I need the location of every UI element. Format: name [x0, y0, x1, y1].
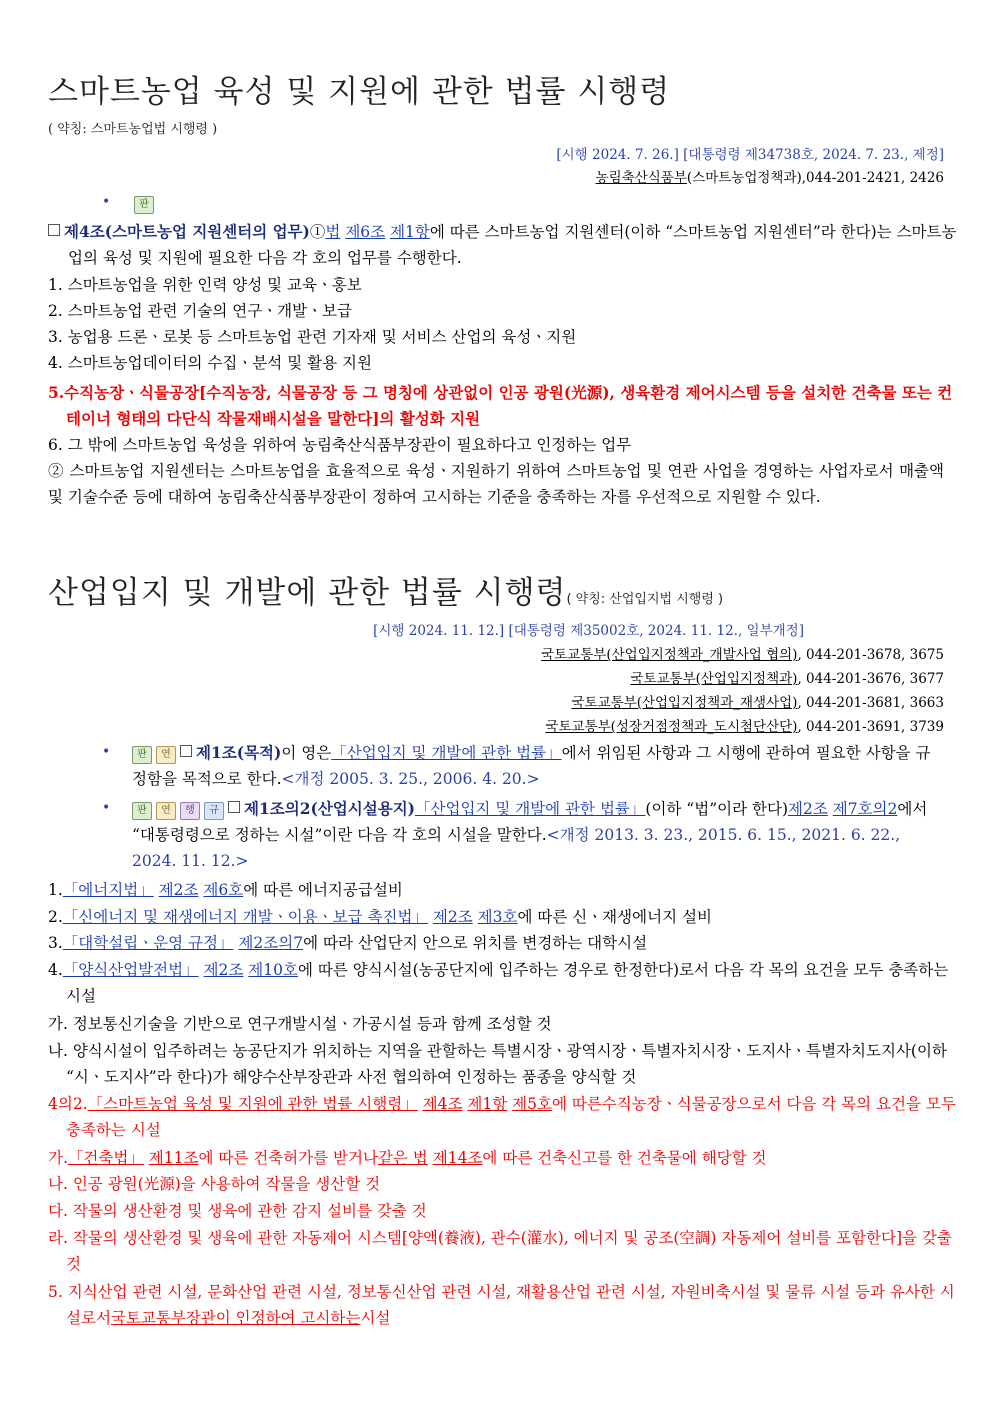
link-energy-act[interactable]: 「에너지법」: [62, 881, 154, 899]
link-university-rule[interactable]: 「대학설립ㆍ운영 규정」: [62, 934, 234, 952]
ministry-link-3[interactable]: 국토교통부(산업입지정책과_재생사업): [571, 695, 798, 711]
law1-title: 스마트농업 육성 및 지원에 관한 법률 시행령: [48, 74, 671, 110]
p1-text: 에 따른 스마트농업 지원센터(이하 “스마트농업 지원센터”라 한다)는 스마트농업의 육성 및 지원에 필요한 다음 각 호의 업무를 수행한다.: [68, 223, 957, 267]
item-number: 4.: [48, 961, 63, 979]
law2-item-4-b: 나. 양식시설이 입주하려는 농공단지가 위치하는 지역을 관할하는 특별시장ㆍ광역시장ㆍ특별자치시장ㆍ도지사ㆍ특별자치도지사(이하 “시ㆍ도지사”라 한다)가 해양수산부장관과 사전 협의하여 인정하는 품종을 양식할 것: [48, 1042, 947, 1086]
ministry-contact-3: , 044-201-3681, 3663: [797, 695, 944, 711]
item-number: 3.: [48, 934, 63, 952]
law1-alias: ( 약칭: 스마트농업법 시행령 ): [48, 122, 218, 137]
item-text-end: 시설: [360, 1309, 391, 1327]
law2-item-4: [48, 957, 962, 1009]
link-renewable-energy-act[interactable]: 「신에너지 및 재생에너지 개발ㆍ이용ㆍ보급 촉진법」: [62, 908, 428, 926]
link-article4[interactable]: 제4조: [422, 1095, 463, 1113]
checkbox-icon[interactable]: [48, 224, 60, 236]
law2-item-4-2-c: 다. 작물의 생산환경 및 생육에 관한 감지 설비를 갖출 것: [48, 1202, 427, 1220]
link-item7-2[interactable]: 제7호의2: [832, 800, 898, 818]
link-item6[interactable]: 제6호: [203, 881, 244, 899]
gyu-icon[interactable]: 규: [204, 802, 224, 820]
law1-article4-p1: [48, 219, 964, 271]
link-article11[interactable]: 제11조: [148, 1149, 199, 1167]
article1-text-1: 이 영은: [281, 744, 332, 762]
link-law[interactable]: 법: [325, 223, 341, 241]
item-text: 에 따른수직농장ㆍ식물공장으로서 다음 각 목의 요건을 모두 충족하는 시설: [66, 1095, 956, 1139]
article1-heading: 제1조(목적): [196, 743, 282, 762]
article1-amend: <개정 2005. 3. 25., 2006. 4. 20.>: [281, 770, 540, 788]
law2-article1: [132, 740, 944, 792]
link-article2[interactable]: 제2조: [203, 961, 244, 979]
law2-item-4-2-b: 나. 인공 광원(光源)을 사용하여 작물을 생산할 것: [48, 1175, 381, 1193]
bullet-dot: •: [102, 800, 111, 816]
pan-icon[interactable]: 판: [134, 196, 154, 214]
item-number: 1.: [48, 881, 63, 899]
link-industrial-site-act[interactable]: 「산업입지 및 개발에 관한 법률」: [331, 744, 562, 762]
law2-item-3: [48, 930, 944, 956]
p1-number: ①: [309, 223, 326, 241]
law1-ministry-contact: (스마트농업정책과),044-201-2421, 2426: [686, 170, 944, 186]
law1-item-4: 4. 스마트농업데이터의 수집ㆍ분석 및 활용 지원: [48, 354, 372, 372]
item-letter: 가.: [48, 1149, 68, 1167]
checkbox-icon[interactable]: [228, 801, 240, 813]
article1-2-text-1: (이하 “법”이라 한다): [645, 800, 788, 818]
link-aquaculture-act[interactable]: 「양식산업발전법」: [62, 961, 199, 979]
article1-2-amend: <개정 2013. 3. 23., 2015. 6. 15., 2021. 6. 22., 2024. 11. 12.>: [132, 826, 901, 870]
law1-article4-p2: ② 스마트농업 지원센터는 스마트농업을 효율적으로 육성ㆍ지원하기 위하여 스마트농업 및 연관 사업을 경영하는 사업자로서 매출액 및 기술수준 등에 대하여 농림축산식품부장관이 정하여 고시하는 기준을 충족하는 자를 우선적으로 지원할 수 있다.: [48, 462, 944, 506]
checkbox-icon[interactable]: [180, 745, 192, 757]
link-article6[interactable]: 제6조: [345, 223, 386, 241]
item-text: 5. 지식산업 관련 시설, 문화산업 관련 시설, 정보통신산업 관련 시설, 재활용산업 관련 시설, 자원비축시설 및 물류 시설 등과 유사한 시설로서: [48, 1283, 955, 1327]
item-text-1: 에 따른 건축허가를 받거나: [198, 1149, 378, 1167]
law2-ministry-2: [630, 667, 944, 687]
haeng-icon[interactable]: 행: [180, 802, 200, 820]
link-industrial-site-act[interactable]: 「산업입지 및 개발에 관한 법률」: [415, 800, 646, 818]
link-article2-7[interactable]: 제2조의7: [238, 934, 304, 952]
law2-ministry-3: [572, 691, 945, 711]
law1-item-1: 1. 스마트농업을 위한 인력 양성 및 교육ㆍ홍보: [48, 276, 362, 294]
law2-article1-2: [132, 796, 944, 874]
law2-item-5: [48, 1279, 962, 1331]
link-article2[interactable]: 제2조: [788, 800, 828, 818]
ministry-link-1[interactable]: 국토교통부(산업입지정책과_개발사업 협의): [541, 647, 798, 663]
law1-ministry: [596, 166, 944, 186]
pan-icon[interactable]: 판: [132, 746, 152, 764]
item-text: 에 따른 에너지공급설비: [243, 881, 403, 899]
yeon-icon[interactable]: 연: [156, 802, 176, 820]
link-paragraph1[interactable]: 제1항: [390, 223, 430, 241]
item-text: 에 따른 양식시설(농공단지에 입주하는 경우로 한정한다)로서 다음 각 목의 요건을 모두 충족하는 시설: [66, 961, 949, 1005]
ministry-contact-2: , 044-201-3676, 3677: [797, 671, 944, 687]
link-same-act[interactable]: 같은 법: [377, 1149, 428, 1167]
law1-item-2: 2. 스마트농업 관련 기술의 연구ㆍ개발ㆍ보급: [48, 302, 353, 320]
law2-item-4-2-d: 라. 작물의 생산환경 및 생육에 관한 자동제어 시스템[양액(養液), 관수(灌水), 에너지 및 공조(空調) 자동제어 설비를 포함한다]을 갖출 것: [48, 1229, 952, 1273]
link-item5[interactable]: 제5호: [512, 1095, 552, 1113]
ministry-contact-4: , 044-201-3691, 3739: [797, 719, 944, 735]
law2-item-2: [48, 904, 944, 930]
item-text-2: 에 따른 건축신고를 한 건축물에 해당할 것: [482, 1149, 767, 1167]
law2-title: 산업입지 및 개발에 관한 법률 시행령: [48, 575, 567, 611]
link-article2[interactable]: 제2조: [432, 908, 473, 926]
article4-heading: 제4조(스마트농업 지원센터의 업무): [64, 222, 310, 241]
item-text: 에 따른 신ㆍ재생에너지 설비: [517, 908, 712, 926]
item-text: 에 따라 산업단지 안으로 위치를 변경하는 대학시설: [303, 934, 648, 952]
law1-item-3: 3. 농업용 드론ㆍ로봇 등 스마트농업 관련 기자재 및 서비스 산업의 육성ㆍ지원: [48, 328, 577, 346]
link-item3[interactable]: 제3호: [477, 908, 518, 926]
item-number: 4의2.: [48, 1095, 88, 1113]
link-article2[interactable]: 제2조: [158, 881, 199, 899]
law1-enforce-info: [시행 2024. 7. 26.] [대통령령 제34738호, 2024. 7. 23., 제정]: [556, 147, 944, 163]
pan-icon[interactable]: 판: [132, 802, 152, 820]
article1-2-text-2: 에서 “대통령령으로 정하는 시설”이란 다음 각 호의 시설을 말한다.: [132, 800, 928, 844]
law2-item-4-2: [48, 1091, 962, 1143]
link-article14[interactable]: 제14조: [432, 1149, 483, 1167]
law2-alias: ( 약칭: 산업입지법 시행령 ): [566, 592, 724, 607]
law2-item-1: [48, 877, 944, 903]
law1-item-6: 6. 그 밖에 스마트농업 육성을 위하여 농림축산식품부장관이 필요하다고 인정하는 업무: [48, 436, 632, 454]
ministry-link-4[interactable]: 국토교통부(성장거점정책과_도시첨단산단): [545, 719, 798, 735]
law1-ministry-link[interactable]: 농림축산식품부: [595, 170, 687, 186]
law2-enforce-info: [시행 2024. 11. 12.] [대통령령 제35002호, 2024. 11. 12., 일부개정]: [373, 623, 804, 639]
ministry-link-2[interactable]: 국토교통부(산업입지정책과): [630, 671, 798, 687]
ministry-contact-1: , 044-201-3678, 3675: [797, 647, 944, 663]
law2-ministry-1: [541, 643, 944, 663]
law2-ministry-4: [545, 715, 944, 735]
law2-item-4-a: 가. 정보통신기술을 기반으로 연구개발시설ㆍ가공시설 등과 함께 조성할 것: [48, 1015, 552, 1033]
bullet-dot: •: [102, 194, 111, 210]
link-smart-farm-decree[interactable]: 「스마트농업 육성 및 지원에 관한 법률 시행령」: [87, 1095, 418, 1113]
link-building-act[interactable]: 「건축법」: [67, 1149, 144, 1167]
item-text-underlined: 국토교통부장관이 인정하여 고시하는: [110, 1309, 361, 1327]
law1-item-5: 5.수직농장ㆍ식물공장[수직농장, 식물공장 등 그 명칭에 상관없이 인공 광원(光源), 생육환경 제어시스템 등을 설치한 건축물 또는 컨테이너 형태의 다단식 작물재배시설을 말한다]의 활성화 지원: [48, 383, 953, 428]
article1-text-2: 에서 위임된 사항과 그 시행에 관하여 필요한 사항을 규정함을 목적으로 한다.: [132, 744, 931, 788]
item-number: 2.: [48, 908, 63, 926]
link-paragraph1[interactable]: 제1항: [467, 1095, 508, 1113]
law2-item-4-2-a: [48, 1145, 944, 1171]
yeon-icon[interactable]: 연: [156, 746, 176, 764]
article1-2-heading: 제1조의2(산업시설용지): [244, 799, 415, 818]
link-item10[interactable]: 제10호: [248, 961, 298, 979]
bullet-dot: •: [102, 744, 111, 760]
law2-title-row: [48, 567, 723, 612]
